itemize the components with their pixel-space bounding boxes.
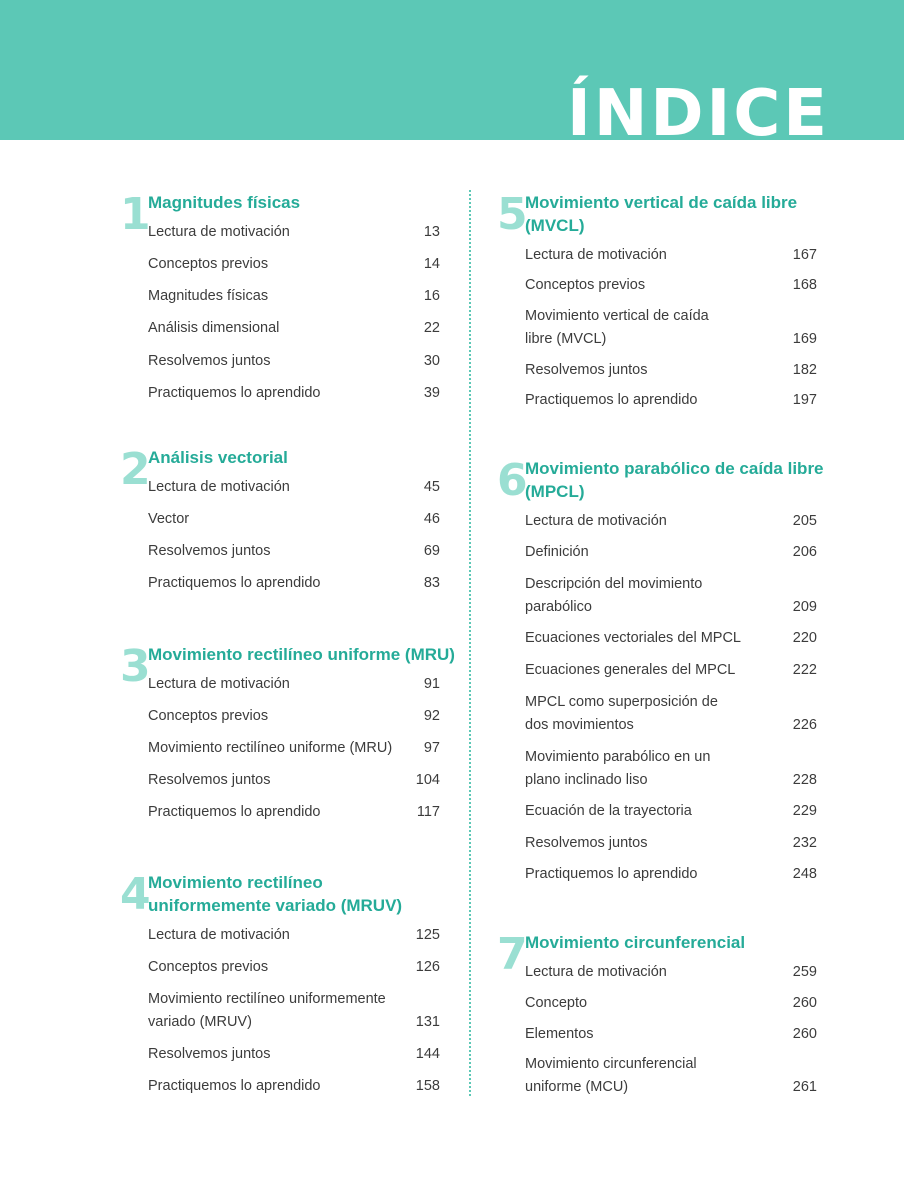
entry-label-line: Ecuaciones vectoriales del MPCL xyxy=(525,630,741,646)
entry-label-line: Practiquemos lo aprendido xyxy=(525,866,698,882)
entry-label-line: Magnitudes físicas xyxy=(148,288,269,304)
entry-label-line: Movimiento rectilíneo uniforme (MRU) xyxy=(148,740,393,756)
entry-label-line: Conceptos previos xyxy=(525,277,646,293)
entry-page-number: 45 xyxy=(423,479,440,495)
entry-page-number: 16 xyxy=(423,288,440,304)
toc-entry[interactable] xyxy=(525,992,817,1015)
entry-label xyxy=(148,705,268,728)
entry-page-number: 117 xyxy=(416,804,440,820)
toc-entry[interactable] xyxy=(525,746,817,792)
entry-page-number: 259 xyxy=(792,964,817,980)
entry-label xyxy=(148,476,290,499)
entry-label xyxy=(148,956,268,979)
chapter-title xyxy=(148,643,455,666)
entry-page-number: 220 xyxy=(792,630,817,646)
toc-entry[interactable] xyxy=(525,691,817,737)
entry-page-number: 144 xyxy=(415,1046,440,1062)
toc-entry[interactable] xyxy=(148,988,440,1034)
entry-label-line: Practiquemos lo aprendido xyxy=(148,385,321,401)
entry-label-line: Conceptos previos xyxy=(148,708,269,724)
chapter-title-line: Movimiento rectilíneo uniforme (MRU) xyxy=(148,645,455,664)
entry-page-number: 167 xyxy=(792,247,817,263)
entry-label xyxy=(148,988,386,1034)
entry-label xyxy=(148,801,321,824)
entry-label xyxy=(148,924,290,947)
entry-label-line: Lectura de motivación xyxy=(148,676,290,692)
entry-label-line: Resolvemos juntos xyxy=(148,543,271,559)
entry-page-number: 158 xyxy=(415,1078,440,1094)
entry-label xyxy=(525,1023,594,1046)
entry-label xyxy=(148,737,392,760)
entry-label-line: Resolvemos juntos xyxy=(148,1046,271,1062)
toc-entry[interactable] xyxy=(148,572,440,595)
entry-page-number: 92 xyxy=(423,708,440,724)
entry-label xyxy=(525,244,667,267)
entry-page-number: 126 xyxy=(415,959,440,975)
toc-entry[interactable] xyxy=(148,253,440,276)
entry-label-line: Resolvemos juntos xyxy=(148,772,271,788)
entry-label xyxy=(525,274,645,297)
toc-entry[interactable] xyxy=(148,924,440,947)
entry-label-line: Practiquemos lo aprendido xyxy=(148,804,321,820)
toc-entry[interactable] xyxy=(525,627,817,650)
entry-label xyxy=(525,305,709,351)
entry-label xyxy=(148,382,321,405)
toc-entry[interactable] xyxy=(525,389,817,412)
chapter-number: 7 xyxy=(497,929,528,980)
toc-entry[interactable] xyxy=(525,800,817,823)
header-banner xyxy=(0,0,904,140)
entry-label xyxy=(525,573,702,619)
entry-label-line: Definición xyxy=(525,544,589,560)
entry-label-line: variado (MRUV) xyxy=(148,1014,252,1030)
entry-page-number: 260 xyxy=(792,1026,817,1042)
entry-label xyxy=(148,285,268,308)
entry-label-line: Ecuaciones generales del MPCL xyxy=(525,662,736,678)
chapter-title xyxy=(525,931,745,954)
toc-entry[interactable] xyxy=(148,285,440,308)
toc-entry[interactable] xyxy=(148,1075,440,1098)
entry-label-line: Lectura de motivación xyxy=(148,479,290,495)
entry-page-number: 69 xyxy=(423,543,440,559)
entry-label-line: libre (MVCL) xyxy=(525,331,607,347)
entry-page-number: 232 xyxy=(792,835,817,851)
entry-label-line: parabólico xyxy=(525,599,592,615)
entry-page-number: 22 xyxy=(423,320,440,336)
entry-label xyxy=(525,659,735,682)
chapter-title xyxy=(525,457,824,503)
entry-page-number: 14 xyxy=(423,256,440,272)
entry-label-line: dos movimientos xyxy=(525,717,634,733)
entry-label xyxy=(525,389,698,412)
entry-label xyxy=(525,992,587,1015)
toc-entry[interactable] xyxy=(525,863,817,886)
entry-page-number: 182 xyxy=(792,362,817,378)
entry-label-line: Lectura de motivación xyxy=(148,927,290,943)
entry-label xyxy=(148,508,189,531)
entry-label-line: Lectura de motivación xyxy=(525,964,667,980)
entry-page-number: 104 xyxy=(415,772,440,788)
entry-label xyxy=(525,863,698,886)
entry-label xyxy=(148,350,271,373)
chapter-title-line: Movimiento rectilíneo xyxy=(148,873,323,892)
column-divider xyxy=(469,190,471,1096)
entry-label-line: Conceptos previos xyxy=(148,256,269,272)
toc-entry[interactable] xyxy=(525,510,817,533)
entry-label-line: Ecuación de la trayectoria xyxy=(525,803,692,819)
entry-label xyxy=(525,746,710,792)
entry-label xyxy=(525,800,692,823)
entry-page-number: 228 xyxy=(792,772,817,788)
entry-page-number: 83 xyxy=(423,575,440,591)
entry-page-number: 206 xyxy=(792,544,817,560)
entry-label xyxy=(525,359,648,382)
toc-entry[interactable] xyxy=(148,769,440,792)
entry-label-line: plano inclinado liso xyxy=(525,772,648,788)
entry-label-line: Practiquemos lo aprendido xyxy=(148,1078,321,1094)
entry-page-number: 261 xyxy=(792,1079,817,1095)
entry-label xyxy=(148,253,268,276)
toc-entry[interactable] xyxy=(525,244,817,267)
chapter-title xyxy=(148,191,300,214)
toc-entry[interactable] xyxy=(148,705,440,728)
chapter-title-line: Movimiento vertical de caída libre xyxy=(525,193,798,212)
entry-label-line: MPCL como superposición de xyxy=(525,694,718,710)
entry-label-line: Lectura de motivación xyxy=(525,247,667,263)
entry-label-line: Vector xyxy=(148,511,190,527)
toc-entry[interactable] xyxy=(525,573,817,619)
entry-label-line: Elementos xyxy=(525,1026,594,1042)
chapter-title-line: Magnitudes físicas xyxy=(148,193,301,212)
toc-entry[interactable] xyxy=(525,359,817,382)
toc-entry[interactable] xyxy=(525,274,817,297)
entry-label-line: Movimiento circunferencial xyxy=(525,1056,697,1072)
entry-label-line: Practiquemos lo aprendido xyxy=(148,575,321,591)
toc-entry[interactable] xyxy=(148,737,440,760)
toc-entry[interactable] xyxy=(525,832,817,855)
chapter-number: 3 xyxy=(120,641,151,692)
entry-page-number: 131 xyxy=(415,1014,440,1030)
entry-page-number: 222 xyxy=(792,662,817,678)
entry-label xyxy=(148,1043,271,1066)
chapter-title xyxy=(525,191,797,237)
entry-label xyxy=(525,541,589,564)
toc-entry[interactable] xyxy=(148,1043,440,1066)
toc-entry[interactable] xyxy=(148,221,440,244)
entry-label-line: Resolvemos juntos xyxy=(525,835,648,851)
entry-page-number: 197 xyxy=(792,392,817,408)
entry-label xyxy=(525,691,718,737)
chapter-title-line: Movimiento parabólico de caída libre xyxy=(525,459,824,478)
entry-page-number: 205 xyxy=(792,513,817,529)
entry-label-line: Descripción del movimiento xyxy=(525,576,703,592)
entry-label-line: Practiquemos lo aprendido xyxy=(525,392,698,408)
entry-label xyxy=(148,540,271,563)
entry-page-number: 46 xyxy=(423,511,440,527)
chapter-number: 2 xyxy=(120,444,151,495)
toc-entry[interactable] xyxy=(148,508,440,531)
chapter-number: 6 xyxy=(497,455,528,506)
entry-label xyxy=(525,510,667,533)
entry-page-number: 226 xyxy=(792,717,817,733)
toc-entry[interactable] xyxy=(525,541,817,564)
toc-entry[interactable] xyxy=(525,1023,817,1046)
entry-label xyxy=(525,832,648,855)
entry-label xyxy=(148,572,321,595)
entry-label-line: Lectura de motivación xyxy=(525,513,667,529)
entry-label-line: Movimiento rectilíneo uniformemente xyxy=(148,991,386,1007)
toc-entry[interactable] xyxy=(148,673,440,696)
entry-page-number: 209 xyxy=(792,599,817,615)
toc-entry[interactable] xyxy=(525,961,817,984)
entry-page-number: 169 xyxy=(792,331,817,347)
toc-entry[interactable] xyxy=(148,350,440,373)
entry-page-number: 13 xyxy=(423,224,440,240)
entry-page-number: 30 xyxy=(423,353,440,369)
entry-label xyxy=(148,769,271,792)
toc-entry[interactable] xyxy=(148,540,440,563)
entry-label xyxy=(148,1075,321,1098)
entry-page-number: 248 xyxy=(792,866,817,882)
toc-entry[interactable] xyxy=(525,659,817,682)
entry-page-number: 91 xyxy=(423,676,440,692)
entry-label-line: Concepto xyxy=(525,995,588,1011)
entry-label xyxy=(525,1053,697,1099)
chapter-title-line: uniformemente variado (MRUV) xyxy=(148,896,403,915)
chapter-title-line: (MPCL) xyxy=(525,482,585,501)
entry-label-line: uniforme (MCU) xyxy=(525,1079,629,1095)
chapter-title xyxy=(148,871,402,917)
toc-entry[interactable] xyxy=(525,305,817,351)
entry-page-number: 97 xyxy=(423,740,440,756)
chapter-number: 1 xyxy=(120,189,151,240)
page-title: ÍNDICE xyxy=(567,77,830,140)
entry-label-line: Análisis dimensional xyxy=(148,320,280,336)
chapter-number: 5 xyxy=(497,189,528,240)
chapter-title xyxy=(148,446,288,469)
chapter-title-line: (MVCL) xyxy=(525,216,585,235)
entry-label xyxy=(525,961,667,984)
entry-page-number: 229 xyxy=(792,803,817,819)
entry-label-line: Conceptos previos xyxy=(148,959,269,975)
entry-label xyxy=(148,221,290,244)
toc-entry[interactable] xyxy=(525,1053,817,1099)
toc-entry[interactable] xyxy=(148,801,440,824)
entry-page-number: 168 xyxy=(792,277,817,293)
entry-page-number: 260 xyxy=(792,995,817,1011)
toc-entry[interactable] xyxy=(148,476,440,499)
toc-entry[interactable] xyxy=(148,317,440,340)
entry-label-line: Lectura de motivación xyxy=(148,224,290,240)
entry-label-line: Movimiento parabólico en un xyxy=(525,749,711,765)
entry-page-number: 125 xyxy=(415,927,440,943)
entry-label xyxy=(148,317,279,340)
chapter-title-line: Análisis vectorial xyxy=(148,448,288,467)
toc-entry[interactable] xyxy=(148,382,440,405)
entry-label-line: Resolvemos juntos xyxy=(148,353,271,369)
entry-page-number: 39 xyxy=(423,385,440,401)
entry-label-line: Resolvemos juntos xyxy=(525,362,648,378)
entry-label-line: Movimiento vertical de caída xyxy=(525,308,709,324)
entry-label xyxy=(525,627,741,650)
entry-label xyxy=(148,673,290,696)
chapter-number: 4 xyxy=(120,869,151,920)
chapter-title-line: Movimiento circunferencial xyxy=(525,933,746,952)
toc-entry[interactable] xyxy=(148,956,440,979)
